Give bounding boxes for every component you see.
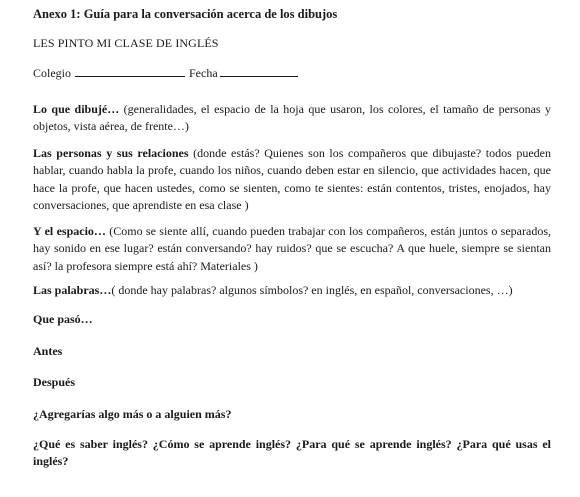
question-saber-ingles: ¿Qué es saber inglés? ¿Cómo se aprende inglés? ¿Para qué se aprende inglés? ¿Para qué usas el inglés? [33, 437, 551, 469]
fecha-label: Fecha [189, 66, 218, 80]
section-heading: Las palabras… [33, 283, 112, 297]
question-agregarias: ¿Agregarías algo más o a alguien más? [33, 407, 232, 421]
fecha-blank [220, 65, 298, 77]
colegio-label: Colegio [33, 66, 71, 80]
section-text: (donde estás? Quienes son los compañeros que dibujaste? todos pueden hablar, cuando habla la profe, cuando los niños, cuando deben estar en silencio, que actividades hacen, que hace la profe, que hacen ustedes, como se sienten, como te sientes: están contentos, tristes, enojados, hay conversaciones, que aprendiste en esa clase ) [33, 146, 551, 213]
section-text: (Como se siente allí, cuando pueden trabajar con los compañeros, están juntos o separados, hay sonido en ese lugar? están conversando? hay ruidos? que se escucha? A que huele, siempre se sientan así? la profesora siempre está ahí? Materiales ) [33, 224, 551, 273]
section-heading: Lo que dibujé… [33, 102, 120, 116]
document-title: Anexo 1: Guía para la conversación acerca de los dibujos [33, 7, 338, 21]
section-palabras [33, 282, 551, 299]
question-despues: Después [33, 375, 76, 389]
form-fields [33, 65, 551, 82]
section-heading: Las personas y sus relaciones [33, 146, 189, 160]
section-text: (generalidades, el espacio de la hoja que usaron, los colores, el tamaño de personas y objetos, vista aérea, de frente…) [33, 102, 551, 134]
question-que-paso: Que pasó… [33, 312, 93, 326]
section-heading: Y el espacio… [33, 224, 106, 238]
question-antes: Antes [33, 344, 63, 358]
section-espacio [33, 223, 551, 275]
section-lo-que-dibuje [33, 101, 551, 136]
section-text: ( donde hay palabras? algunos símbolos? en inglés, en español, conversaciones, …) [111, 283, 513, 297]
document-subtitle: LES PINTO MI CLASE DE INGLÉS [33, 36, 219, 50]
section-personas-relaciones [33, 145, 551, 215]
colegio-blank [75, 65, 185, 77]
